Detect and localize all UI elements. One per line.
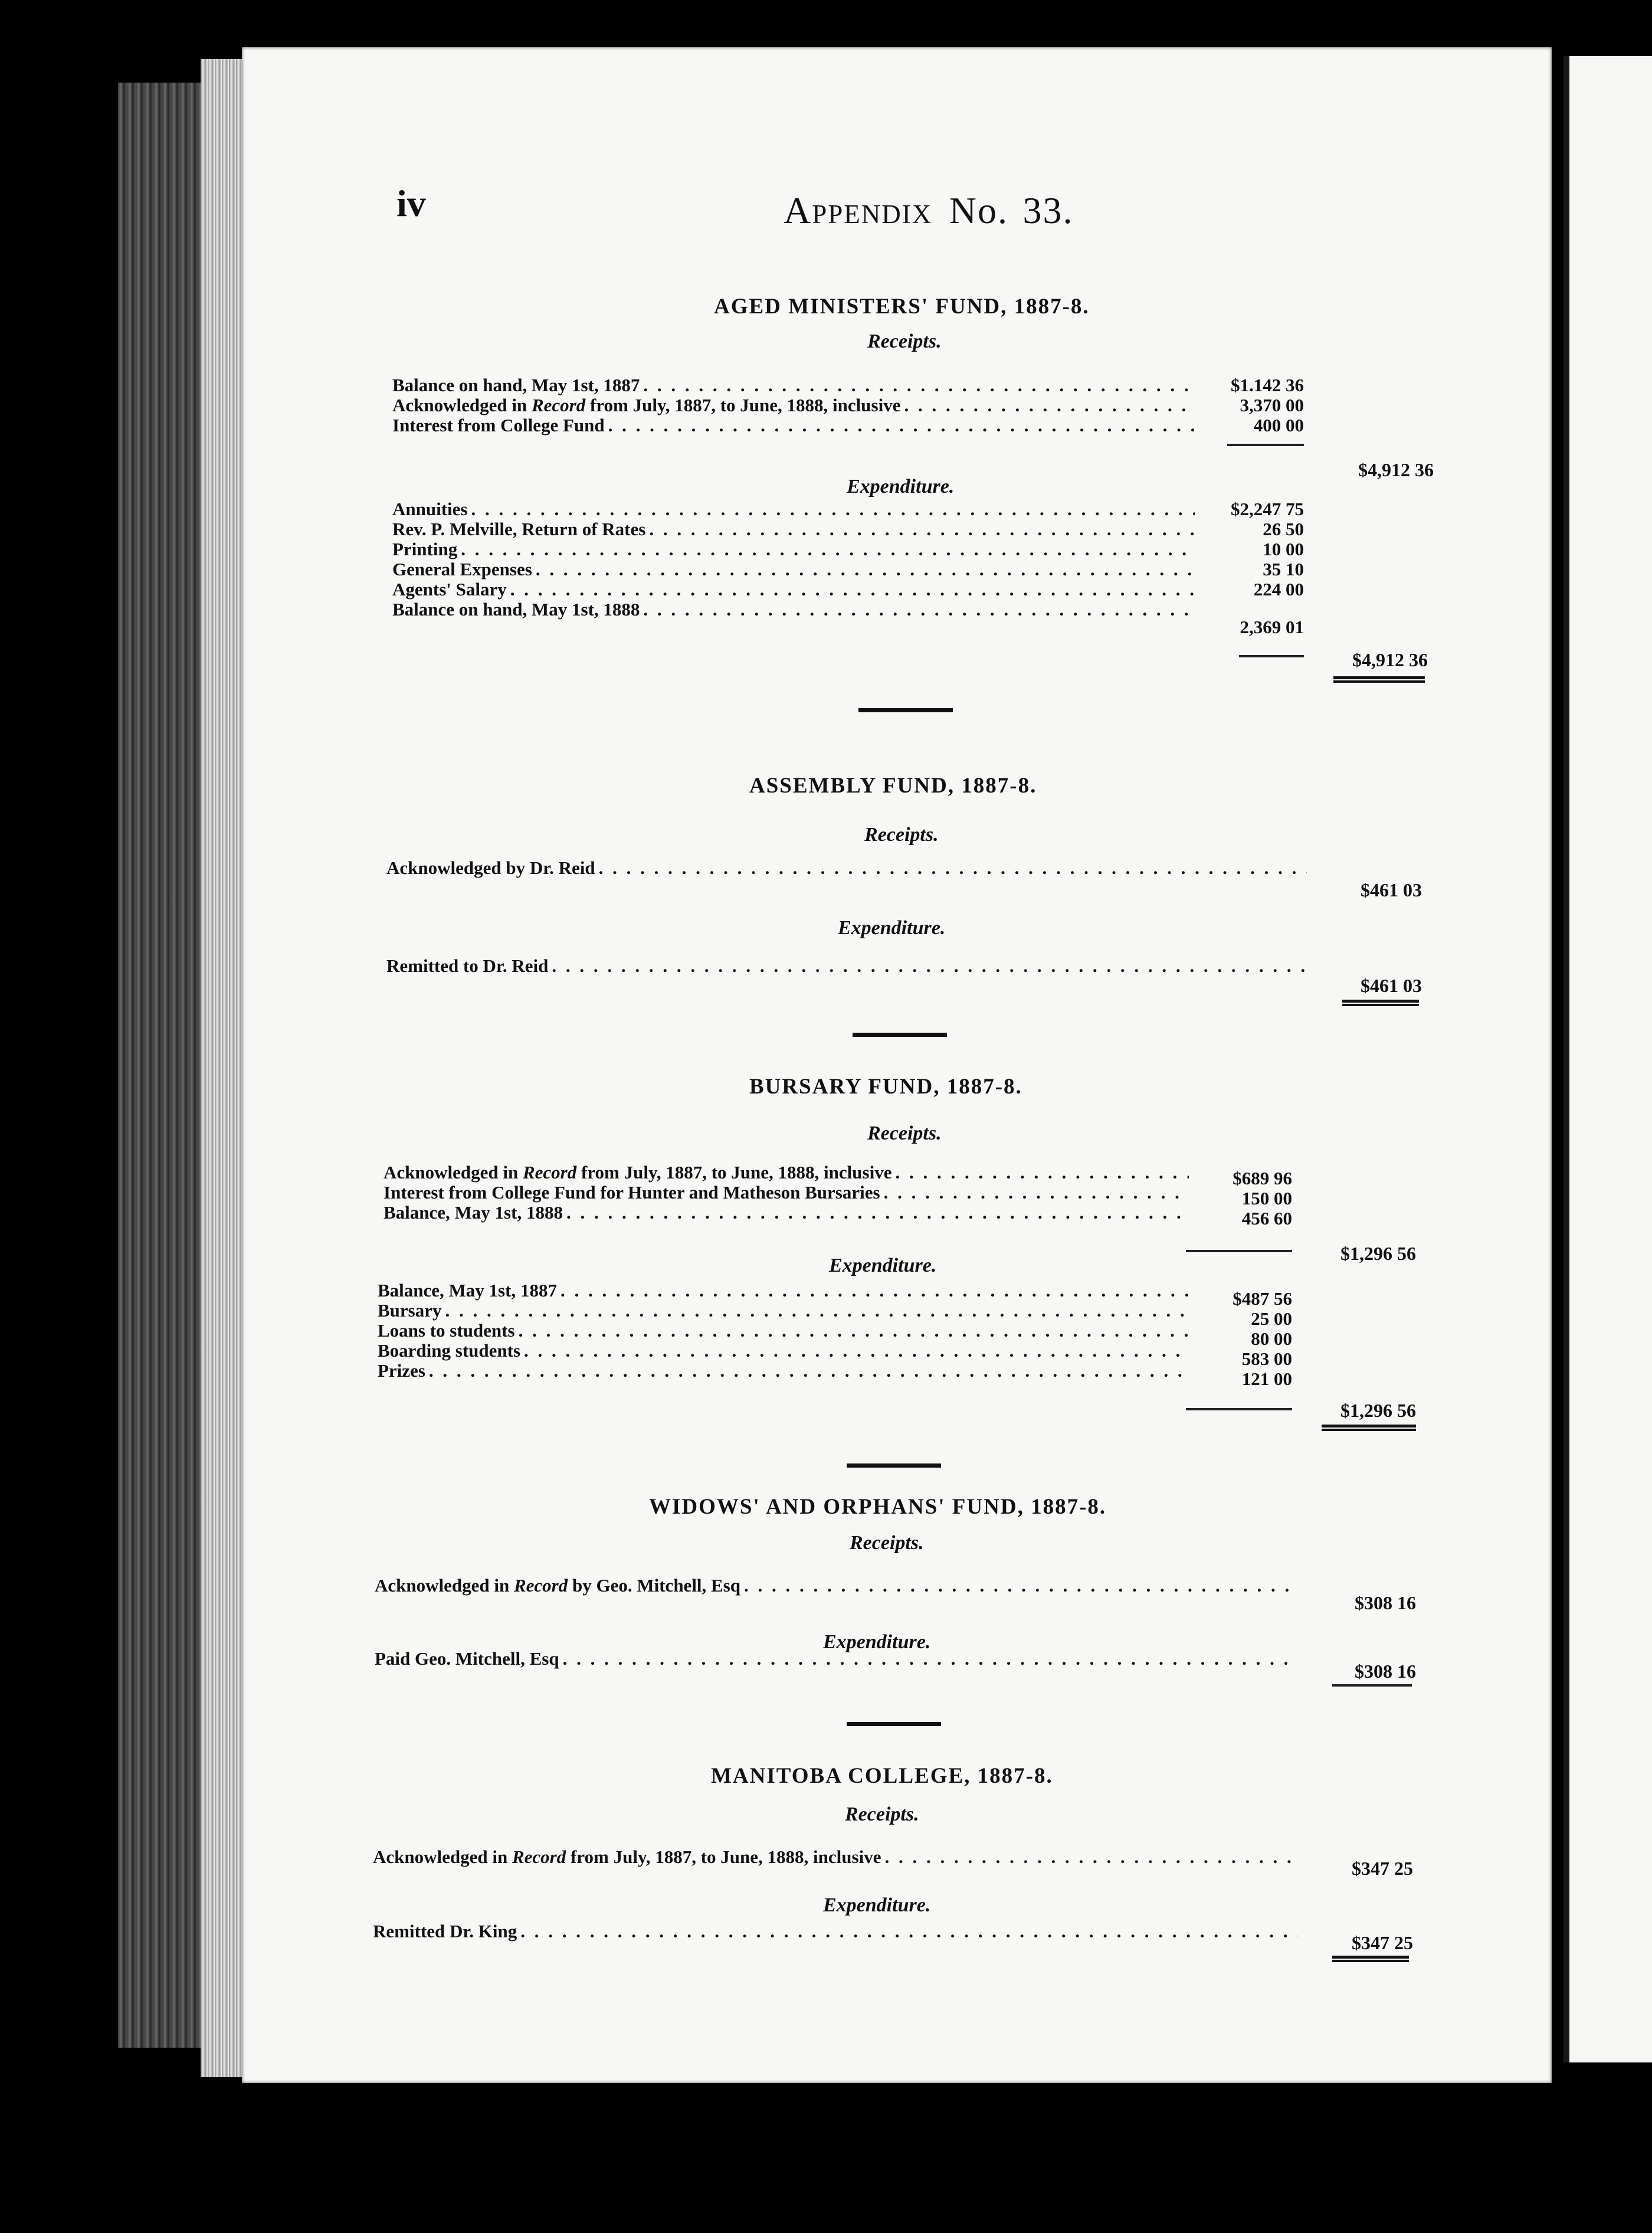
ledger-line: [392, 579, 1195, 600]
ledger-line: [378, 1341, 1189, 1361]
section-title: ASSEMBLY FUND, 1887-8.: [749, 774, 1037, 798]
ledger-label: from July, 1887, to June, 1888, inclusive: [585, 395, 901, 415]
ledger-label: by Geo. Mitchell, Esq: [568, 1576, 741, 1596]
subtotal-rule: [1227, 444, 1304, 446]
ledger-amount: 35 10: [1263, 559, 1304, 579]
ledger-label: Boarding students: [378, 1341, 521, 1361]
appendix-number: 33.: [1022, 189, 1074, 231]
ledger-label: Acknowledged in: [392, 395, 532, 415]
appendix-word: Appendix: [784, 189, 933, 231]
ledger-amount: 80 00: [1251, 1328, 1292, 1349]
section-total: $1,296 56: [1340, 1243, 1416, 1264]
subtotal-rule: [1239, 655, 1304, 657]
ledger-label: Balance on hand, May 1st, 1887: [392, 375, 640, 395]
ledger-label-italic: Record: [513, 1576, 568, 1596]
section-total: $347 25: [1352, 1932, 1413, 1953]
running-head: [784, 189, 1073, 233]
appendix-no: No.: [949, 189, 1008, 231]
ledger-line: [378, 1361, 1189, 1381]
ledger-label: Balance, May 1st, 1887: [378, 1281, 557, 1301]
subtotal-rule: [1186, 1250, 1292, 1252]
ledger-line: [373, 1847, 1298, 1867]
ledger-amount: 10 00: [1263, 539, 1304, 559]
double-rule: [1333, 676, 1425, 683]
section-total: $461 03: [1361, 975, 1422, 996]
ledger-amount: 583 00: [1241, 1348, 1292, 1369]
section-total: $461 03: [1361, 879, 1422, 901]
ledger-line: [392, 519, 1195, 539]
ledger-label: General Expenses: [392, 559, 532, 579]
ledger-label-italic: Record: [522, 1163, 577, 1183]
ledger-label: Agents' Salary: [392, 579, 507, 600]
ledger-line: [378, 1281, 1189, 1301]
receipts-heading: Receipts.: [864, 824, 939, 846]
ledger-amount: 121 00: [1241, 1368, 1292, 1389]
section-title: AGED MINISTERS' FUND, 1887-8.: [714, 294, 1090, 319]
ledger-line: [392, 559, 1195, 579]
ledger-amount: 2,369 01: [1240, 617, 1304, 637]
section-separator: [858, 708, 953, 712]
ledger-label: Prizes: [378, 1361, 425, 1381]
ledger-label: Bursary: [378, 1301, 442, 1321]
ledger-line: [373, 1921, 1298, 1941]
ledger-label: Balance, May 1st, 1888: [384, 1203, 563, 1223]
ledger-amount: 25 00: [1251, 1308, 1292, 1329]
ledger-label: from July, 1887, to June, 1888, inclusive: [566, 1847, 881, 1867]
receipts-heading: Receipts.: [850, 1532, 924, 1554]
ledger-line: [384, 1163, 1189, 1183]
ledger-label: Remitted to Dr. Reid: [386, 956, 549, 976]
ledger-amount: 400 00: [1253, 415, 1304, 436]
expenditure-heading: Expenditure.: [829, 1255, 937, 1276]
section-title: BURSARY FUND, 1887-8.: [749, 1075, 1022, 1099]
ledger-label-italic: Record: [531, 395, 586, 415]
section-total: $4,912 36: [1352, 649, 1428, 670]
facing-page-edge: [1564, 56, 1652, 2062]
ledger-amount: 456 60: [1241, 1208, 1292, 1229]
ledger-amount: $2,247 75: [1231, 499, 1304, 519]
ledger-line: [392, 499, 1195, 519]
ledger-amount: $487 56: [1233, 1288, 1292, 1309]
section-total: $308 16: [1355, 1592, 1416, 1613]
section-total: $4,912 36: [1358, 459, 1434, 480]
page-folio: iv: [396, 182, 426, 224]
ledger-label: Printing: [392, 539, 458, 559]
section-separator: [853, 1033, 947, 1037]
ledger-label: from July, 1887, to June, 1888, inclusive: [576, 1163, 892, 1183]
ledger-label: Interest from College Fund for Hunter and Matheson Bursaries: [384, 1183, 880, 1203]
ledger-line: [386, 858, 1307, 878]
ledger-amount: 3,370 00: [1240, 395, 1304, 415]
ledger-label: Loans to students: [378, 1321, 515, 1341]
ledger-label: Acknowledged in: [373, 1847, 512, 1867]
ledger-line: [384, 1183, 1189, 1203]
ledger-line: [392, 539, 1195, 559]
ledger-label-italic: Record: [512, 1847, 566, 1867]
underline-rule: [1332, 1684, 1412, 1687]
ledger-line: [378, 1301, 1189, 1321]
ledger-label: Paid Geo. Mitchell, Esq: [375, 1649, 559, 1669]
ledger-line: [392, 375, 1195, 395]
ledger-label: Acknowledged in: [375, 1576, 514, 1596]
ledger-amount: 224 00: [1253, 579, 1304, 600]
receipts-heading: Receipts.: [867, 330, 942, 352]
expenditure-heading: Expenditure.: [847, 476, 955, 497]
section-title: MANITOBA COLLEGE, 1887-8.: [711, 1764, 1053, 1788]
ledger-line: [384, 1203, 1189, 1223]
double-rule: [1322, 1425, 1416, 1431]
ledger-line: [375, 1649, 1298, 1669]
expenditure-heading: Expenditure.: [838, 917, 946, 939]
ledger-label: Balance on hand, May 1st, 1888: [392, 600, 640, 620]
subtotal-rule: [1186, 1408, 1292, 1410]
ledger-label: Rev. P. Melville, Return of Rates: [392, 519, 646, 539]
section-total: $1,296 56: [1340, 1400, 1416, 1421]
double-rule: [1332, 1956, 1409, 1962]
ledger-amount: 26 50: [1263, 519, 1304, 539]
section-title: WIDOWS' AND ORPHANS' FUND, 1887-8.: [649, 1495, 1107, 1519]
ledger-line: [392, 415, 1195, 436]
expenditure-heading: Expenditure.: [823, 1631, 931, 1653]
ledger-label: Acknowledged by Dr. Reid: [386, 858, 595, 878]
section-total: $347 25: [1352, 1858, 1413, 1879]
ledger-label: Acknowledged in: [384, 1163, 523, 1183]
section-total: $308 16: [1355, 1661, 1416, 1682]
ledger-label: Interest from College Fund: [392, 415, 605, 436]
section-separator: [847, 1463, 941, 1468]
ledger-line: [378, 1321, 1189, 1341]
expenditure-heading: Expenditure.: [823, 1894, 931, 1916]
ledger-line: [386, 956, 1307, 976]
ledger-amount: $1.142 36: [1231, 375, 1304, 395]
ledger-label: Annuities: [392, 499, 468, 519]
ledger-line: [392, 600, 1195, 620]
book-page: [242, 47, 1552, 2083]
section-separator: [847, 1722, 941, 1726]
ledger-line: [375, 1576, 1298, 1596]
ledger-amount: $689 96: [1233, 1168, 1292, 1188]
double-rule: [1342, 1000, 1419, 1006]
receipts-heading: Receipts.: [867, 1122, 942, 1144]
ledger-label: Remitted Dr. King: [373, 1921, 517, 1941]
ledger-line: [392, 395, 1195, 415]
ledger-amount: 150 00: [1241, 1188, 1292, 1209]
receipts-heading: Receipts.: [845, 1803, 919, 1825]
